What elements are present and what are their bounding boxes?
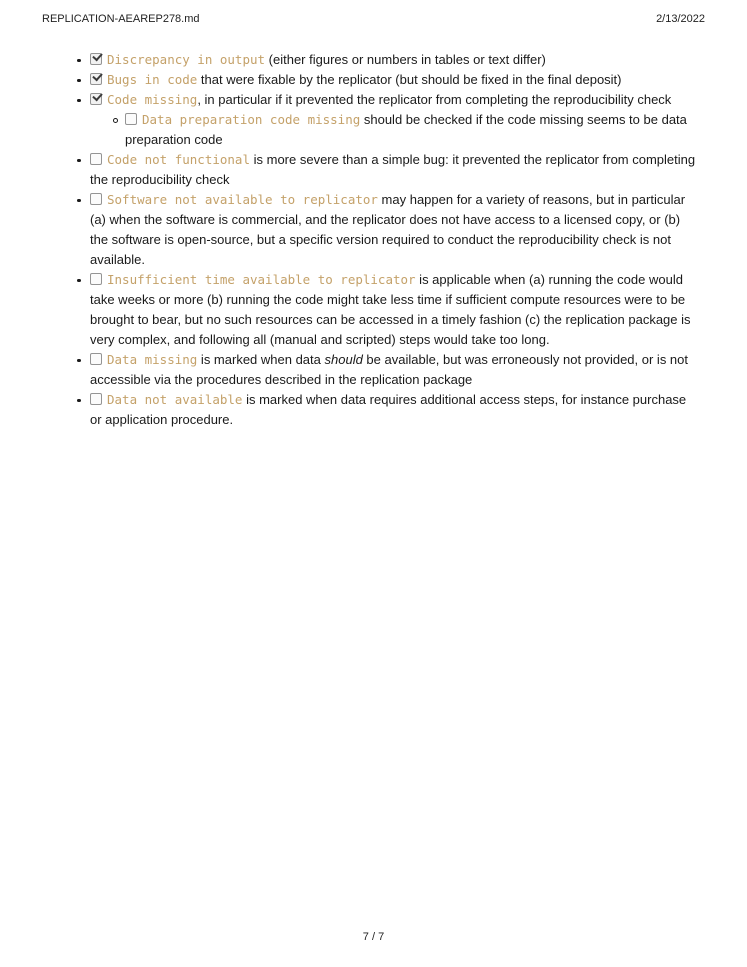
checkbox-unchecked-icon xyxy=(90,193,102,205)
task-list-item xyxy=(90,350,701,390)
inline-code: Data preparation code missing xyxy=(142,112,361,127)
checkbox-checked-icon xyxy=(90,73,102,85)
page-number: 7 / 7 xyxy=(362,931,385,943)
checkbox-checked-icon xyxy=(90,93,102,105)
task-list-item xyxy=(90,150,701,190)
page-footer xyxy=(0,931,747,943)
body-text: , in particular if it prevented the replicator from completing the reproducibility check xyxy=(197,92,672,107)
document-date: 2/13/2022 xyxy=(656,13,705,25)
page-header xyxy=(42,13,705,25)
inline-code: Insufficient time available to replicator xyxy=(107,272,416,287)
body-text: is more severe than a simple bug: it prevented the replicator from completing the reproducibility check xyxy=(90,152,696,187)
task-list-item xyxy=(90,190,701,270)
checkbox-unchecked-icon xyxy=(90,393,102,405)
task-list-item xyxy=(90,50,701,70)
body-text: that were fixable by the replicator (but should be fixed in the final deposit) xyxy=(197,72,622,87)
task-list-item xyxy=(90,90,701,150)
inline-code: Software not available to replicator xyxy=(107,192,378,207)
task-list-item xyxy=(90,70,701,90)
checkbox-unchecked-icon xyxy=(90,353,102,365)
body-text: be available, but was erroneously not provided, or is not accessible via the procedures described in the replication package xyxy=(90,352,689,387)
body-text: should be checked if the code missing seems to be data preparation code xyxy=(125,112,687,147)
checkbox-unchecked-icon xyxy=(90,153,102,165)
task-sublist xyxy=(90,110,701,150)
italic-text: should xyxy=(324,352,363,367)
document-body xyxy=(0,50,701,430)
task-list xyxy=(0,50,701,430)
checkbox-unchecked-icon xyxy=(90,273,102,285)
document-filename: REPLICATION-AEAREP278.md xyxy=(42,13,200,25)
inline-code: Data not available xyxy=(107,392,243,407)
inline-code: Code not functional xyxy=(107,152,250,167)
inline-code: Code missing xyxy=(107,92,198,107)
body-text: is marked when data xyxy=(197,352,325,367)
inline-code: Discrepancy in output xyxy=(107,52,266,67)
body-text: is marked when data requires additional access steps, for instance purchase or application procedure. xyxy=(90,392,687,427)
inline-code: Bugs in code xyxy=(107,72,198,87)
task-list-item xyxy=(90,270,701,350)
inline-code: Data missing xyxy=(107,352,198,367)
checkbox-unchecked-icon xyxy=(125,113,137,125)
checkbox-checked-icon xyxy=(90,53,102,65)
body-text: (either figures or numbers in tables or text differ) xyxy=(265,52,546,67)
task-list-item xyxy=(90,390,701,430)
body-text: is applicable when (a) running the code would take weeks or more (b) running the code might take less time if sufficient compute resources were to be brought to bear, but no such resources can be accessed in a timely fashion (c) the replication package is very complex, and following all (manual and scripted) steps would take too long. xyxy=(90,272,691,347)
task-list-subitem xyxy=(125,110,701,150)
body-text: may happen for a variety of reasons, but in particular (a) when the software is commercial, and the replicator does not have access to a licensed copy, or (b) the software is open-source, but a specific version required to conduct the reproducibility check is not available. xyxy=(90,192,686,267)
